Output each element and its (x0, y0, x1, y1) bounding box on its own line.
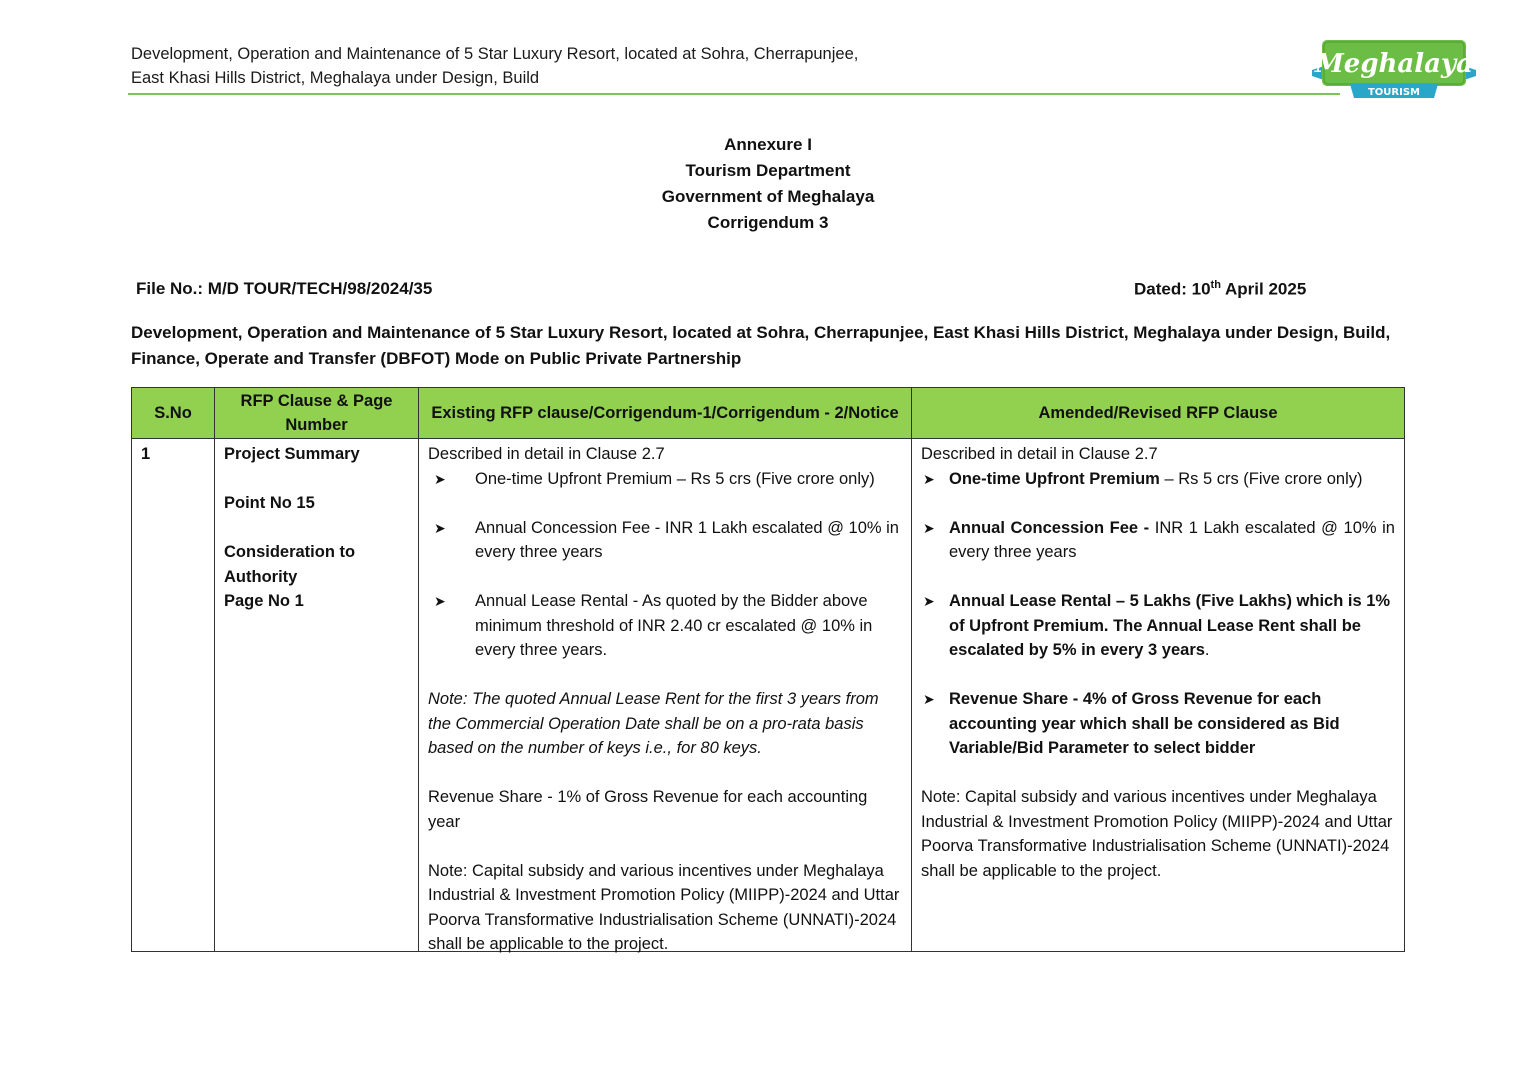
amended-premium-text (949, 467, 1395, 492)
amended-bullet-concession (921, 516, 1395, 565)
existing-bullet-lease (428, 589, 902, 663)
arrow-bullet-icon: ➤ (434, 470, 446, 487)
existing-note: Note: The quoted Annual Lease Rent for the first 3 years from the Commercial Operation Date shall be on a pro-rata basis based on the number of keys i.e., for 80 keys. (428, 690, 879, 757)
header-sno: S.No (132, 388, 215, 439)
existing-note-subsidy: Note: Capital subsidy and various incentives under Meghalaya Industrial & Investment Promotion Policy (MIIPP)-2024 and Uttar Poorva Transformative Industrialisation Scheme (UNNATI)-2024 shall be applicable to the project. (428, 861, 900, 953)
amended-concession-label: Annual Concession Fee - (949, 518, 1155, 537)
amended-note-subsidy: Note: Capital subsidy and various incentives under Meghalaya Industrial & Investment Promotion Policy (MIIPP)-2024 and Uttar Poorva Transformative Industrialisation Scheme (UNNATI)-2024 shall be applicable to the project. (921, 788, 1393, 880)
clause-consideration: Consideration to Authority (224, 543, 356, 586)
existing-premium-text: One-time Upfront Premium – Rs 5 crs (Five crore only) (475, 469, 875, 488)
svg-text:Meghalaya: Meghalaya (1315, 49, 1473, 79)
amended-bullet-revenue (921, 687, 1395, 761)
table-header-row (132, 388, 1405, 439)
amended-lease-text (949, 589, 1395, 663)
header-amended: Amended/Revised RFP Clause (912, 388, 1405, 439)
heading-annexure: Annexure I (724, 135, 812, 154)
running-header (131, 42, 858, 90)
date-suffix: April 2025 (1220, 279, 1307, 299)
cell-existing (419, 439, 912, 952)
running-header-line-1: Development, Operation and Maintenance of 5 Star Luxury Resort, located at Sohra, Cherrapunjee, (131, 45, 859, 63)
corrigendum-table (131, 387, 1405, 952)
arrow-bullet-icon: ➤ (434, 593, 446, 609)
arrow-bullet-icon: ➤ (923, 470, 935, 487)
header-clause: RFP Clause & Page Number (215, 388, 419, 439)
cell-clause (215, 439, 419, 952)
existing-bullet-concession (428, 516, 902, 565)
running-header-line-2: East Khasi Hills District, Meghalaya under Design, Build (131, 69, 540, 87)
existing-concession-text: Annual Concession Fee - INR 1 Lakh escalated @ 10% in every three years (475, 518, 899, 561)
amended-bullet-premium (921, 467, 1395, 492)
clause-page: Page No 1 (224, 592, 304, 610)
arrow-bullet-icon: ➤ (923, 593, 935, 609)
meghalaya-tourism-logo (1310, 36, 1478, 100)
arrow-bullet-icon: ➤ (923, 691, 935, 707)
clause-point: Point No 15 (224, 494, 315, 512)
amended-premium-label: One-time Upfront Premium (949, 469, 1160, 488)
amended-intro: Described in detail in Clause 2.7 (921, 445, 1158, 463)
heading-department: Tourism Department (685, 161, 851, 180)
heading-corrigendum: Corrigendum 3 (707, 213, 829, 232)
amended-lease-label: Annual Lease Rental – 5 Lakhs (Five Lakhs) which is 1% of Upfront Premium. The Annual Lease Rent shall be escalated by 5% in every 3 years (949, 592, 1391, 659)
svg-text:TOURISM: TOURISM (1367, 87, 1421, 98)
cell-amended (912, 439, 1405, 952)
header-existing: Existing RFP clause/Corrigendum-1/Corrigendum - 2/Notice (419, 388, 912, 439)
header-divider (128, 93, 1340, 95)
project-title: Development, Operation and Maintenance of 5 Star Luxury Resort, located at Sohra, Cherrapunjee, East Khasi Hills District, Meghalaya under Design, Build, Finance, Operate and Transfer (DBFOT) Mode on Public Private Partnership (131, 323, 1391, 368)
arrow-bullet-icon: ➤ (923, 519, 935, 536)
existing-revenue-share: Revenue Share - 1% of Gross Revenue for each accounting year (428, 788, 868, 831)
amended-revenue-text: Revenue Share - 4% of Gross Revenue for each accounting year which shall be considered as Bid Variable/Bid Parameter to select bidder (949, 690, 1340, 757)
file-number: File No.: M/D TOUR/TECH/98/2024/35 (136, 279, 433, 298)
existing-bullet-premium (428, 467, 902, 492)
amended-concession-value: INR 1 Lakh escalated @ 10% in every three years (949, 518, 1395, 561)
heading-government: Government of Meghalaya (661, 187, 875, 206)
cell-sno (132, 439, 215, 952)
document-date (1134, 279, 1306, 300)
amended-premium-value: – Rs 5 crs (Five crore only) (1159, 469, 1363, 488)
existing-intro: Described in detail in Clause 2.7 (428, 445, 665, 463)
existing-lease-text: Annual Lease Rental - As quoted by the Bidder above minimum threshold of INR 2.40 cr escalated @ 10% in every three years. (475, 592, 873, 659)
date-prefix: Dated: 10 (1134, 279, 1211, 299)
sno-value: 1 (141, 445, 151, 463)
amended-bullet-lease (921, 589, 1395, 663)
document-heading (0, 132, 1536, 236)
amended-concession-text (949, 516, 1395, 565)
date-ordinal: th (1210, 279, 1221, 291)
arrow-bullet-icon: ➤ (434, 519, 446, 536)
amended-lease-end: . (1204, 641, 1210, 659)
table-row (132, 439, 1405, 952)
clause-title: Project Summary (224, 445, 360, 463)
